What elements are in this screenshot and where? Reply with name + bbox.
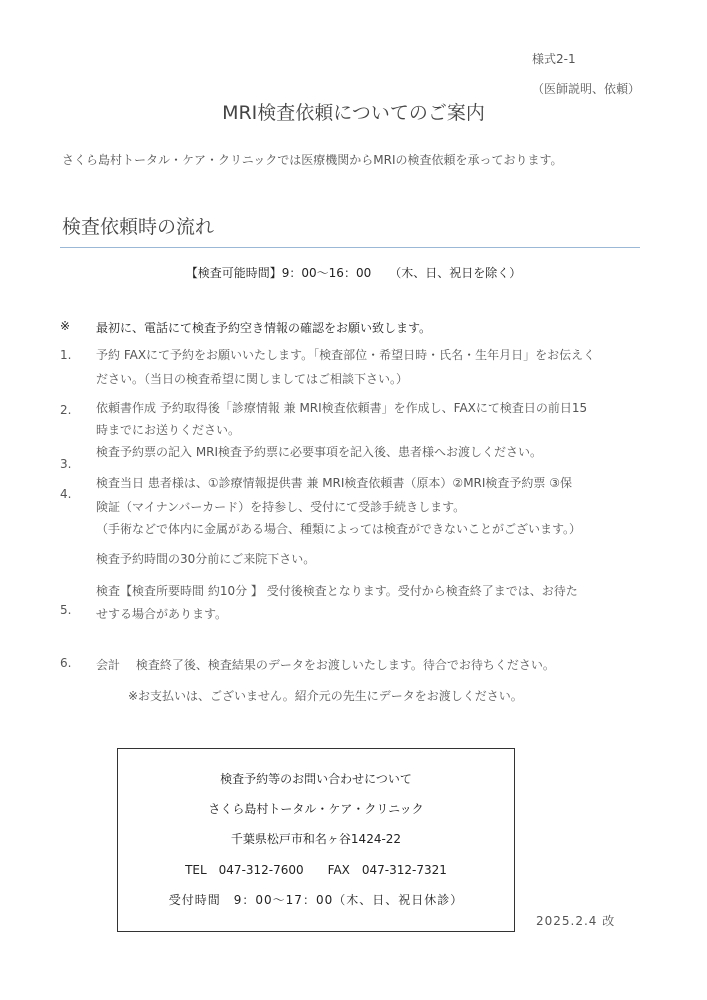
step-5-line-2: せする場合があります。	[96, 607, 228, 621]
step-1-line-1: 予約 FAXにて予約をお願いいたします。「検査部位・希望日時・氏名・生年月日」をお伝えく	[96, 348, 596, 362]
step-5-line-1: 検査【検査所要時間 約10分 】 受付後検査となります。受付から検査終了までは、お待た	[96, 584, 578, 598]
note-text: 最初に、電話にて検査予約空き情報の確認をお願い致します。	[96, 321, 432, 335]
step-number-1: 1.	[60, 348, 72, 362]
form-number: 様式2-1	[532, 52, 576, 66]
section-heading: 検査依頼時の流れ	[62, 216, 215, 238]
form-note: （医師説明、依頼）	[532, 82, 641, 96]
intro-text: さくら島村トータル・ケア・クリニックでは医療機関からMRIの検査依頼を承っております。	[62, 153, 563, 167]
step-6-line-2: ※お支払いは、ございません。紹介元の先生にデータをお渡しください。	[128, 689, 523, 703]
step-4-line-3: （手術などで体内に金属がある場合、種類によっては検査ができないことがございます。）	[96, 522, 582, 536]
step-4-line-1: 検査当日 患者様は、①診療情報提供書 兼 MRI検査依頼書（原本）②MRI検査予約票 ③保	[96, 476, 572, 490]
step-number-3: 3.	[60, 457, 72, 471]
clinic-address: 千葉県松戸市和名ヶ谷1424-22	[230, 832, 402, 846]
contact-heading: 検査予約等のお問い合わせについて	[220, 772, 412, 786]
step-2-line-2: 時までにお送りください。	[96, 423, 241, 437]
exam-hours: 【検査可能時間】9：00〜16：00 （木、日、祝日を除く）	[185, 266, 522, 280]
step-2-line-1: 依頼書作成 予約取得後「診療情報 兼 MRI検査依頼書」を作成し、FAXにて検査日の前日15	[96, 401, 588, 415]
step-4-line-2: 険証（マイナンバーカード）を持参し、受付にて受診手続きします。	[96, 500, 466, 514]
contact-box	[117, 748, 515, 932]
reception-hours: 受付時間 9：00〜17：00（木、日、祝日休診）	[168, 893, 464, 907]
step-number-5: 5.	[60, 603, 72, 617]
step-6-line-1: 会計 検査終了後、検査結果のデータをお渡しいたします。待合でお待ちください。	[96, 658, 555, 672]
section-divider	[60, 247, 640, 248]
step-1-line-2: ださい。（当日の検査希望に関しましてはご相談下さい。）	[96, 372, 409, 386]
step-number-2: 2.	[60, 403, 72, 417]
clinic-name: さくら島村トータル・ケア・クリニック	[208, 802, 424, 816]
revision-date: 2025.2.4 改	[536, 914, 616, 928]
contact-phone-fax: TEL 047-312-7600 FAX 047-312-7321	[185, 863, 447, 877]
note-mark: ※	[60, 319, 71, 333]
page-title: MRI検査依頼についてのご案内	[222, 102, 485, 124]
step-4-line-4: 検査予約時間の30分前にご来院下さい。	[96, 552, 316, 566]
step-number-6: 6.	[60, 656, 72, 670]
step-3-line-1: 検査予約票の記入 MRI検査予約票に必要事項を記入後、患者様へお渡しください。	[96, 445, 543, 459]
step-number-4: 4.	[60, 487, 72, 501]
